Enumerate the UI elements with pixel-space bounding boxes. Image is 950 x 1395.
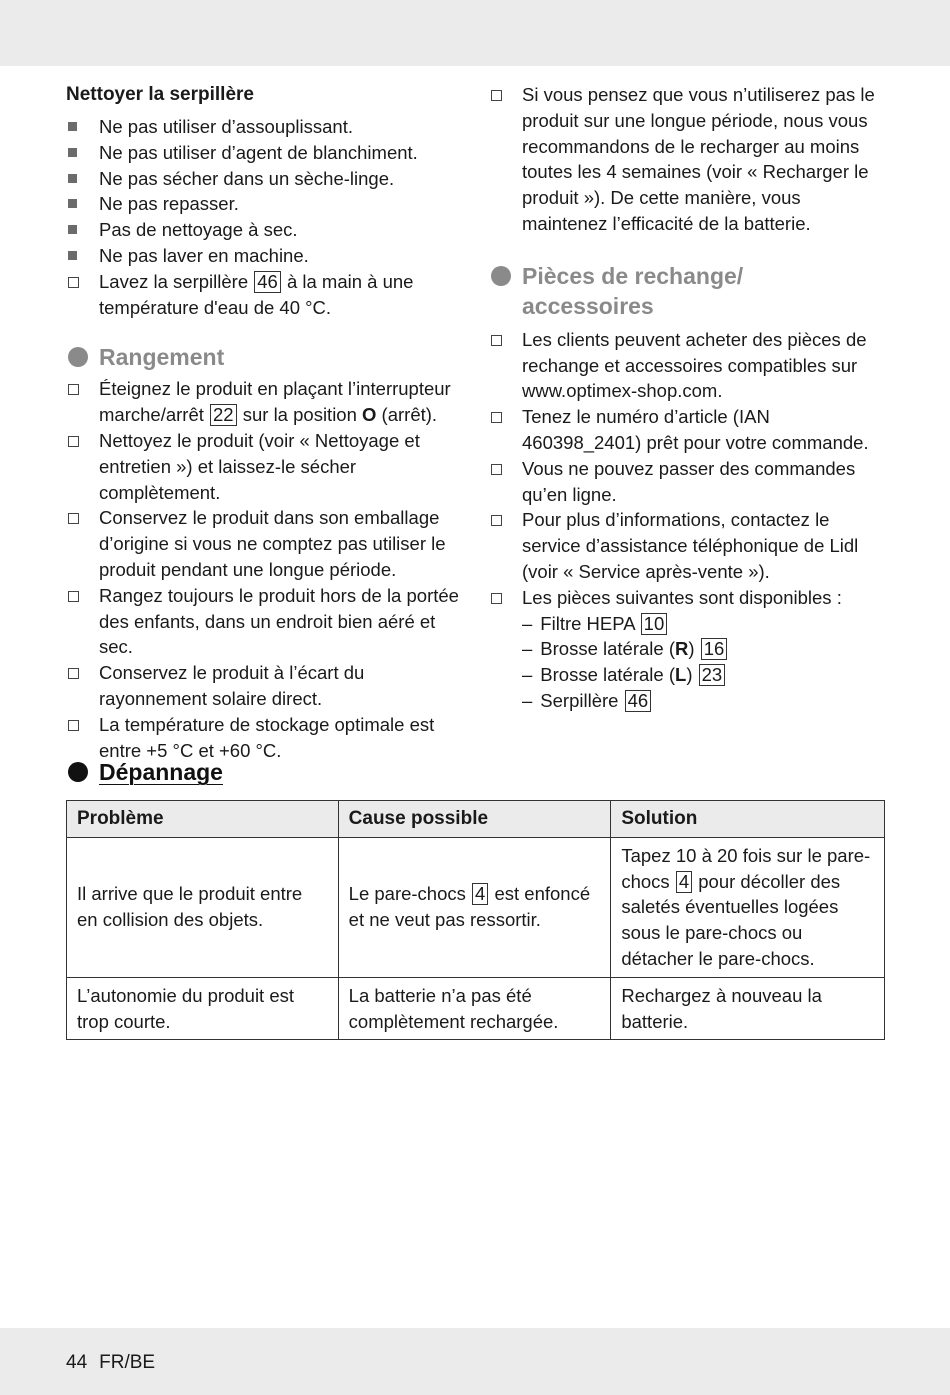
square-bullet-icon [68,174,77,183]
list-item: Pour plus d’informations, contactez le service d’assistance téléphonique de Lidl (voir « Service après-vente »). [489,507,889,584]
part-reference: 16 [701,638,728,660]
header-band [0,0,950,66]
list-item: Vous ne pouvez passer des commandes qu’en ligne. [489,456,889,508]
part-reference: 10 [641,613,668,635]
troubleshooting-heading: Dépannage [66,757,223,787]
list-item: Tenez le numéro d’article (IAN 460398_2401) prêt pour votre commande. [489,404,889,456]
right-column [489,82,889,714]
part-reference: 22 [210,404,237,426]
checkbox-bullet-icon [68,668,79,679]
column-header-solution: Solution [611,801,885,838]
left-column [66,82,466,763]
list-item: Conservez le produit dans son emballage d’origine si vous ne comptez pas utiliser le produit pendant une longue période. [66,505,466,582]
column-header-problem: Problème [67,801,339,838]
square-bullet-icon [68,199,77,208]
storage-list [66,376,466,763]
checkbox-bullet-icon [491,335,502,346]
list-item: Nettoyez le produit (voir « Nettoyage et entretien ») et laissez-le sécher complètement. [66,428,466,505]
checkbox-bullet-icon [68,384,79,395]
checkbox-bullet-icon [491,464,502,475]
troubleshooting-table [66,800,885,1040]
spare-parts-heading: Pièces de rechange/ accessoires [489,261,889,321]
list-item: Si vous pensez que vous n’utiliserez pas le produit sur une longue période, nous vous recommandons de le recharger au moins toutes les 4 semaines (voir « Recharger le produit »). De cette manière, vous maintenez l’efficacité de la batterie. [489,82,889,237]
page-footer [66,1350,167,1376]
mop-cleaning-heading: Nettoyer la serpillère [66,84,254,105]
part-item-mop: – Serpillère 46 [489,688,889,714]
table-header-row [67,801,885,838]
part-reference: 23 [699,664,726,686]
square-bullet-icon [68,251,77,260]
list-item: Ne pas laver en machine. [66,243,466,269]
part-reference: 4 [472,883,488,905]
solution-cell: Tapez 10 à 20 fois sur le pare-chocs 4 pour décoller des saletés éventuelles logées sous le pare-chocs ou détacher le pare-chocs. [611,837,885,977]
checkbox-bullet-icon [68,720,79,731]
section-dot-icon [491,266,511,286]
checkbox-bullet-icon [491,90,502,101]
checkbox-bullet-icon [68,513,79,524]
list-item: Lavez la serpillère 46 à la main à une température d'eau de 40 °C. [66,269,466,321]
part-reference: 46 [625,690,652,712]
problem-cell: L’autonomie du produit est trop courte. [67,977,339,1040]
table-row [67,977,885,1040]
locale-label: FR/BE [99,1352,156,1373]
list-item: Ne pas sécher dans un sèche-linge. [66,166,466,192]
list-item: Les clients peuvent acheter des pièces de rechange et accessoires compatibles sur www.optimex-shop.com. [489,327,889,404]
list-item: Ne pas repasser. [66,191,466,217]
table-row [67,837,885,977]
checkbox-bullet-icon [68,436,79,447]
list-item: Ne pas utiliser d’assouplissant. [66,114,466,140]
checkbox-bullet-icon [68,591,79,602]
square-bullet-icon [68,148,77,157]
cause-cell: Le pare-chocs 4 est enfoncé et ne veut pas ressortir. [338,837,611,977]
checkbox-bullet-icon [491,515,502,526]
list-item: Ne pas utiliser d’agent de blanchiment. [66,140,466,166]
part-item-brush-right: – Brosse latérale (R) 16 [489,636,889,662]
part-reference: 46 [254,271,281,293]
solution-cell: Rechargez à nouveau la batterie. [611,977,885,1040]
list-item: Rangez toujours le produit hors de la portée des enfants, dans un endroit bien aéré et sec. [66,583,466,660]
list-item: Conservez le produit à l’écart du rayonnement solaire direct. [66,660,466,712]
list-item: Les pièces suivantes sont disponibles : [489,585,889,611]
problem-cell: Il arrive que le produit entre en collision des objets. [67,837,339,977]
battery-note-list [489,82,889,237]
list-item: La température de stockage optimale est entre +5 °C et +60 °C. [66,712,466,764]
cause-cell: La batterie n’a pas été complètement rechargée. [338,977,611,1040]
part-item-brush-left: – Brosse latérale (L) 23 [489,662,889,688]
part-item-hepa: – Filtre HEPA 10 [489,611,889,637]
storage-heading: Rangement [66,342,466,372]
square-bullet-icon [68,122,77,131]
spare-parts-list [489,327,889,714]
checkbox-bullet-icon [491,412,502,423]
square-bullet-icon [68,225,77,234]
list-item: Éteignez le produit en plaçant l’interrupteur marche/arrêt 22 sur la position O (arrêt). [66,376,466,428]
section-dot-icon [68,347,88,367]
list-item: Pas de nettoyage à sec. [66,217,466,243]
part-reference: 4 [676,871,692,893]
checkbox-bullet-icon [68,277,79,288]
column-header-cause: Cause possible [338,801,611,838]
section-dot-icon [68,762,88,782]
page-number: 44 [66,1352,88,1373]
off-symbol: O [362,404,377,426]
mop-care-list [66,114,466,320]
checkbox-bullet-icon [491,593,502,604]
